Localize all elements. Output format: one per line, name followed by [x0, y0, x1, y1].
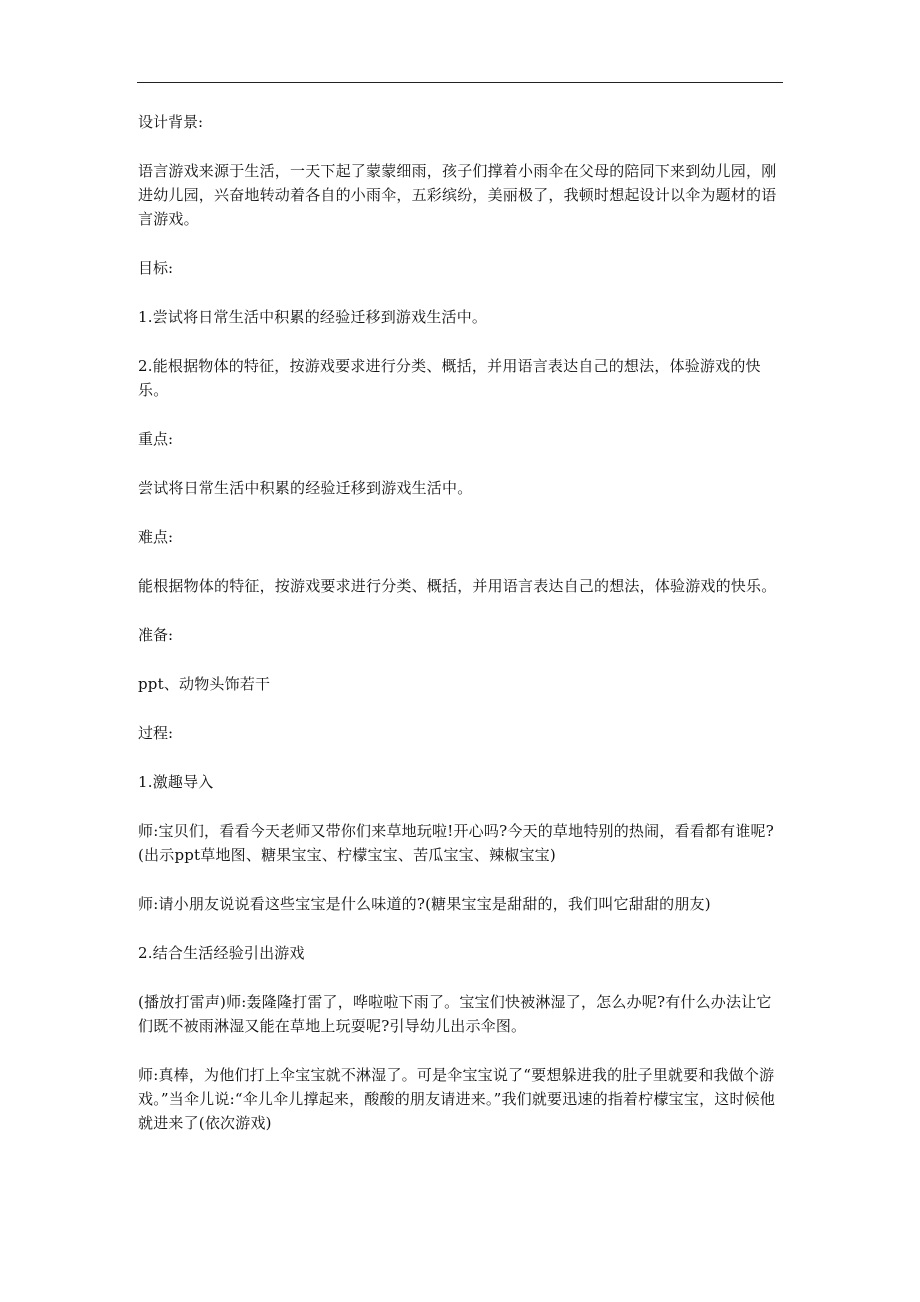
background-text: 语言游戏来源于生活，一天下起了蒙蒙细雨，孩子们撑着小雨伞在父母的陪同下来到幼儿园，刚进幼儿园，兴奋地转动着各自的小雨伞，五彩缤纷，美丽极了，我顿时想起设计以伞为题材的语言游戏。	[138, 162, 777, 228]
difficulty-heading: 难点:	[138, 528, 174, 546]
goal-1: 1.尝试将日常生活中积累的经验迁移到游戏生活中。	[138, 308, 488, 326]
document-body	[138, 110, 783, 1160]
goal-2: 2.能根据物体的特征，按游戏要求进行分类、概括，并用语言表达自己的想法，体验游戏的快乐。	[138, 357, 761, 399]
step-1-title: 1.激趣导入	[138, 773, 214, 791]
step-1-paragraph-2: 师:请小朋友说说看这些宝宝是什么味道的?(糖果宝宝是甜甜的，我们叫它甜甜的朋友)	[138, 895, 711, 913]
header-rule	[137, 82, 783, 83]
key-text: 尝试将日常生活中积累的经验迁移到游戏生活中。	[138, 479, 473, 497]
step-1-paragraph-1: 师:宝贝们，看看今天老师又带你们来草地玩啦!开心吗?今天的草地特别的热闹，看看都有谁呢?(出示ppt草地图、糖果宝宝、柠檬宝宝、苦瓜宝宝、辣椒宝宝)	[138, 822, 774, 864]
background-heading: 设计背景:	[138, 113, 204, 131]
step-2-title: 2.结合生活经验引出游戏	[138, 944, 305, 962]
step-2-paragraph-1: (播放打雷声)师:轰隆隆打雷了，哗啦啦下雨了。宝宝们快被淋湿了，怎么办呢?有什么办法让它们既不被雨淋湿又能在草地上玩耍呢?引导幼儿出示伞图。	[138, 993, 772, 1035]
step-2-paragraph-2: 师:真棒，为他们打上伞宝宝就不淋湿了。可是伞宝宝说了“要想躲进我的肚子里就要和我做个游戏。”当伞儿说:“伞儿伞儿撑起来，酸酸的朋友请进来。”我们就要迅速的指着柠檬宝宝，这时候他就进来了(依次游戏)	[138, 1066, 776, 1132]
prep-heading: 准备:	[138, 626, 174, 644]
process-heading: 过程:	[138, 724, 174, 742]
key-heading: 重点:	[138, 430, 174, 448]
goals-heading: 目标:	[138, 259, 174, 277]
prep-text: ppt、动物头饰若干	[138, 675, 271, 693]
difficulty-text: 能根据物体的特征，按游戏要求进行分类、概括，并用语言表达自己的想法，体验游戏的快乐。	[138, 577, 777, 595]
